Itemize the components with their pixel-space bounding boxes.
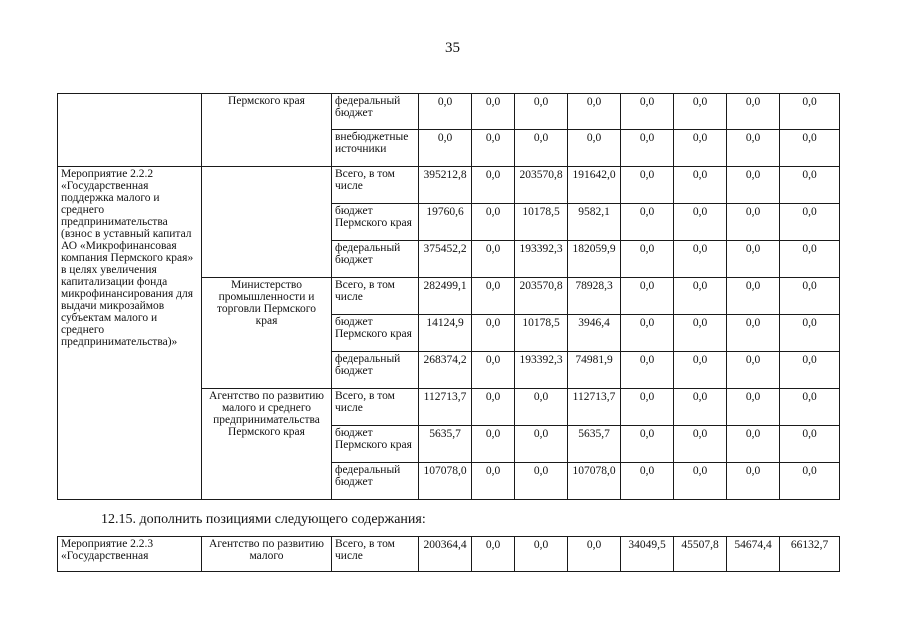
table-row [58, 537, 840, 572]
value-cell: 375452,2 [419, 241, 472, 278]
value-cell: 0,0 [515, 94, 568, 130]
value-cell: 0,0 [727, 241, 780, 278]
executor-cell: Пермского края [202, 94, 332, 167]
value-cell: 0,0 [780, 315, 840, 352]
budget-table [57, 93, 840, 500]
value-cell: 78928,3 [568, 278, 621, 315]
measure-cell: Мероприятие 2.2.3 «Государственная [58, 537, 202, 572]
value-cell: 282499,1 [419, 278, 472, 315]
value-cell: 203570,8 [515, 167, 568, 204]
value-cell: 0,0 [727, 130, 780, 167]
value-cell: 0,0 [674, 278, 727, 315]
value-cell: 0,0 [419, 130, 472, 167]
value-cell: 0,0 [568, 130, 621, 167]
value-cell: 0,0 [621, 389, 674, 426]
value-cell: 0,0 [621, 167, 674, 204]
value-cell: 0,0 [568, 94, 621, 130]
source-cell: Всего, в том числе [332, 167, 419, 204]
value-cell: 5635,7 [419, 426, 472, 463]
source-cell: Всего, в том числе [332, 389, 419, 426]
value-cell: 0,0 [727, 389, 780, 426]
source-cell: Всего, в том числе [332, 278, 419, 315]
value-cell: 0,0 [515, 537, 568, 572]
new-position-table [57, 536, 840, 572]
value-cell: 0,0 [515, 426, 568, 463]
value-cell: 0,0 [472, 130, 515, 167]
table-row [58, 167, 840, 204]
value-cell: 54674,4 [727, 537, 780, 572]
value-cell: 0,0 [472, 94, 515, 130]
value-cell: 112713,7 [568, 389, 621, 426]
value-cell: 0,0 [621, 278, 674, 315]
value-cell: 0,0 [621, 315, 674, 352]
value-cell: 0,0 [674, 463, 727, 500]
value-cell: 0,0 [621, 463, 674, 500]
value-cell: 0,0 [780, 241, 840, 278]
value-cell: 268374,2 [419, 352, 472, 389]
source-cell: федеральный бюджет [332, 94, 419, 130]
source-cell: федеральный бюджет [332, 241, 419, 278]
value-cell: 0,0 [727, 167, 780, 204]
value-cell: 9582,1 [568, 204, 621, 241]
value-cell: 0,0 [621, 94, 674, 130]
source-cell: бюджет Пермского края [332, 315, 419, 352]
measure-cell: Мероприятие 2.2.2 «Государственная поддержка малого и среднего предпринимательства (взнос в уставный капитал АО «Микрофинансовая компания Пермского края» в целях увеличения капитализации фонда микрофинансирования для выдачи микрозаймов субъектам малого и среднего предпринимательства)» [58, 167, 202, 500]
value-cell: 0,0 [674, 352, 727, 389]
value-cell: 0,0 [780, 278, 840, 315]
value-cell: 193392,3 [515, 352, 568, 389]
value-cell: 5635,7 [568, 426, 621, 463]
value-cell: 0,0 [621, 352, 674, 389]
executor-cell-empty [202, 167, 332, 278]
value-cell: 0,0 [780, 94, 840, 130]
value-cell: 182059,9 [568, 241, 621, 278]
value-cell: 0,0 [674, 426, 727, 463]
value-cell: 14124,9 [419, 315, 472, 352]
value-cell: 191642,0 [568, 167, 621, 204]
value-cell: 200364,4 [419, 537, 472, 572]
value-cell: 0,0 [780, 352, 840, 389]
value-cell: 0,0 [674, 167, 727, 204]
value-cell: 107078,0 [568, 463, 621, 500]
source-cell: федеральный бюджет [332, 463, 419, 500]
value-cell: 0,0 [621, 130, 674, 167]
source-cell: Всего, в том числе [332, 537, 419, 572]
value-cell: 203570,8 [515, 278, 568, 315]
value-cell: 0,0 [674, 315, 727, 352]
value-cell: 0,0 [472, 167, 515, 204]
value-cell: 0,0 [472, 426, 515, 463]
value-cell: 0,0 [621, 204, 674, 241]
value-cell: 0,0 [780, 130, 840, 167]
value-cell: 0,0 [621, 241, 674, 278]
value-cell: 0,0 [621, 426, 674, 463]
value-cell: 0,0 [727, 352, 780, 389]
value-cell: 0,0 [674, 389, 727, 426]
value-cell: 0,0 [727, 204, 780, 241]
value-cell: 10178,5 [515, 204, 568, 241]
value-cell: 0,0 [515, 389, 568, 426]
value-cell: 10178,5 [515, 315, 568, 352]
table-row [58, 94, 840, 130]
value-cell: 0,0 [472, 352, 515, 389]
value-cell: 34049,5 [621, 537, 674, 572]
value-cell: 74981,9 [568, 352, 621, 389]
value-cell: 0,0 [472, 389, 515, 426]
value-cell: 0,0 [727, 315, 780, 352]
executor-cell: Министерство промышленности и торговли Пермского края [202, 278, 332, 389]
value-cell: 0,0 [674, 241, 727, 278]
value-cell: 0,0 [472, 315, 515, 352]
value-cell: 0,0 [780, 426, 840, 463]
source-cell: бюджет Пермского края [332, 204, 419, 241]
value-cell: 45507,8 [674, 537, 727, 572]
value-cell: 0,0 [515, 463, 568, 500]
value-cell: 0,0 [727, 278, 780, 315]
value-cell: 66132,7 [780, 537, 840, 572]
page-number: 35 [445, 40, 460, 56]
value-cell: 19760,6 [419, 204, 472, 241]
source-cell: федеральный бюджет [332, 352, 419, 389]
executor-cell: Агентство по развитию малого [202, 537, 332, 572]
value-cell: 0,0 [727, 426, 780, 463]
value-cell: 193392,3 [515, 241, 568, 278]
value-cell: 0,0 [472, 537, 515, 572]
value-cell: 0,0 [727, 463, 780, 500]
value-cell: 395212,8 [419, 167, 472, 204]
value-cell: 0,0 [568, 537, 621, 572]
value-cell: 0,0 [515, 130, 568, 167]
source-cell: внебюджетные источники [332, 130, 419, 167]
value-cell: 0,0 [780, 204, 840, 241]
value-cell: 0,0 [780, 463, 840, 500]
instruction-text: 12.15. дополнить позициями следующего содержания: [101, 512, 426, 527]
value-cell: 0,0 [472, 204, 515, 241]
value-cell: 0,0 [674, 94, 727, 130]
value-cell: 0,0 [674, 130, 727, 167]
executor-cell: Агентство по развитию малого и среднего предпринимательства Пермского края [202, 389, 332, 500]
value-cell: 0,0 [472, 278, 515, 315]
value-cell: 112713,7 [419, 389, 472, 426]
value-cell: 3946,4 [568, 315, 621, 352]
value-cell: 0,0 [419, 94, 472, 130]
measure-cell-empty [58, 94, 202, 167]
source-cell: бюджет Пермского края [332, 426, 419, 463]
value-cell: 0,0 [780, 389, 840, 426]
value-cell: 107078,0 [419, 463, 472, 500]
value-cell: 0,0 [727, 94, 780, 130]
value-cell: 0,0 [472, 463, 515, 500]
value-cell: 0,0 [780, 167, 840, 204]
value-cell: 0,0 [472, 241, 515, 278]
value-cell: 0,0 [674, 204, 727, 241]
